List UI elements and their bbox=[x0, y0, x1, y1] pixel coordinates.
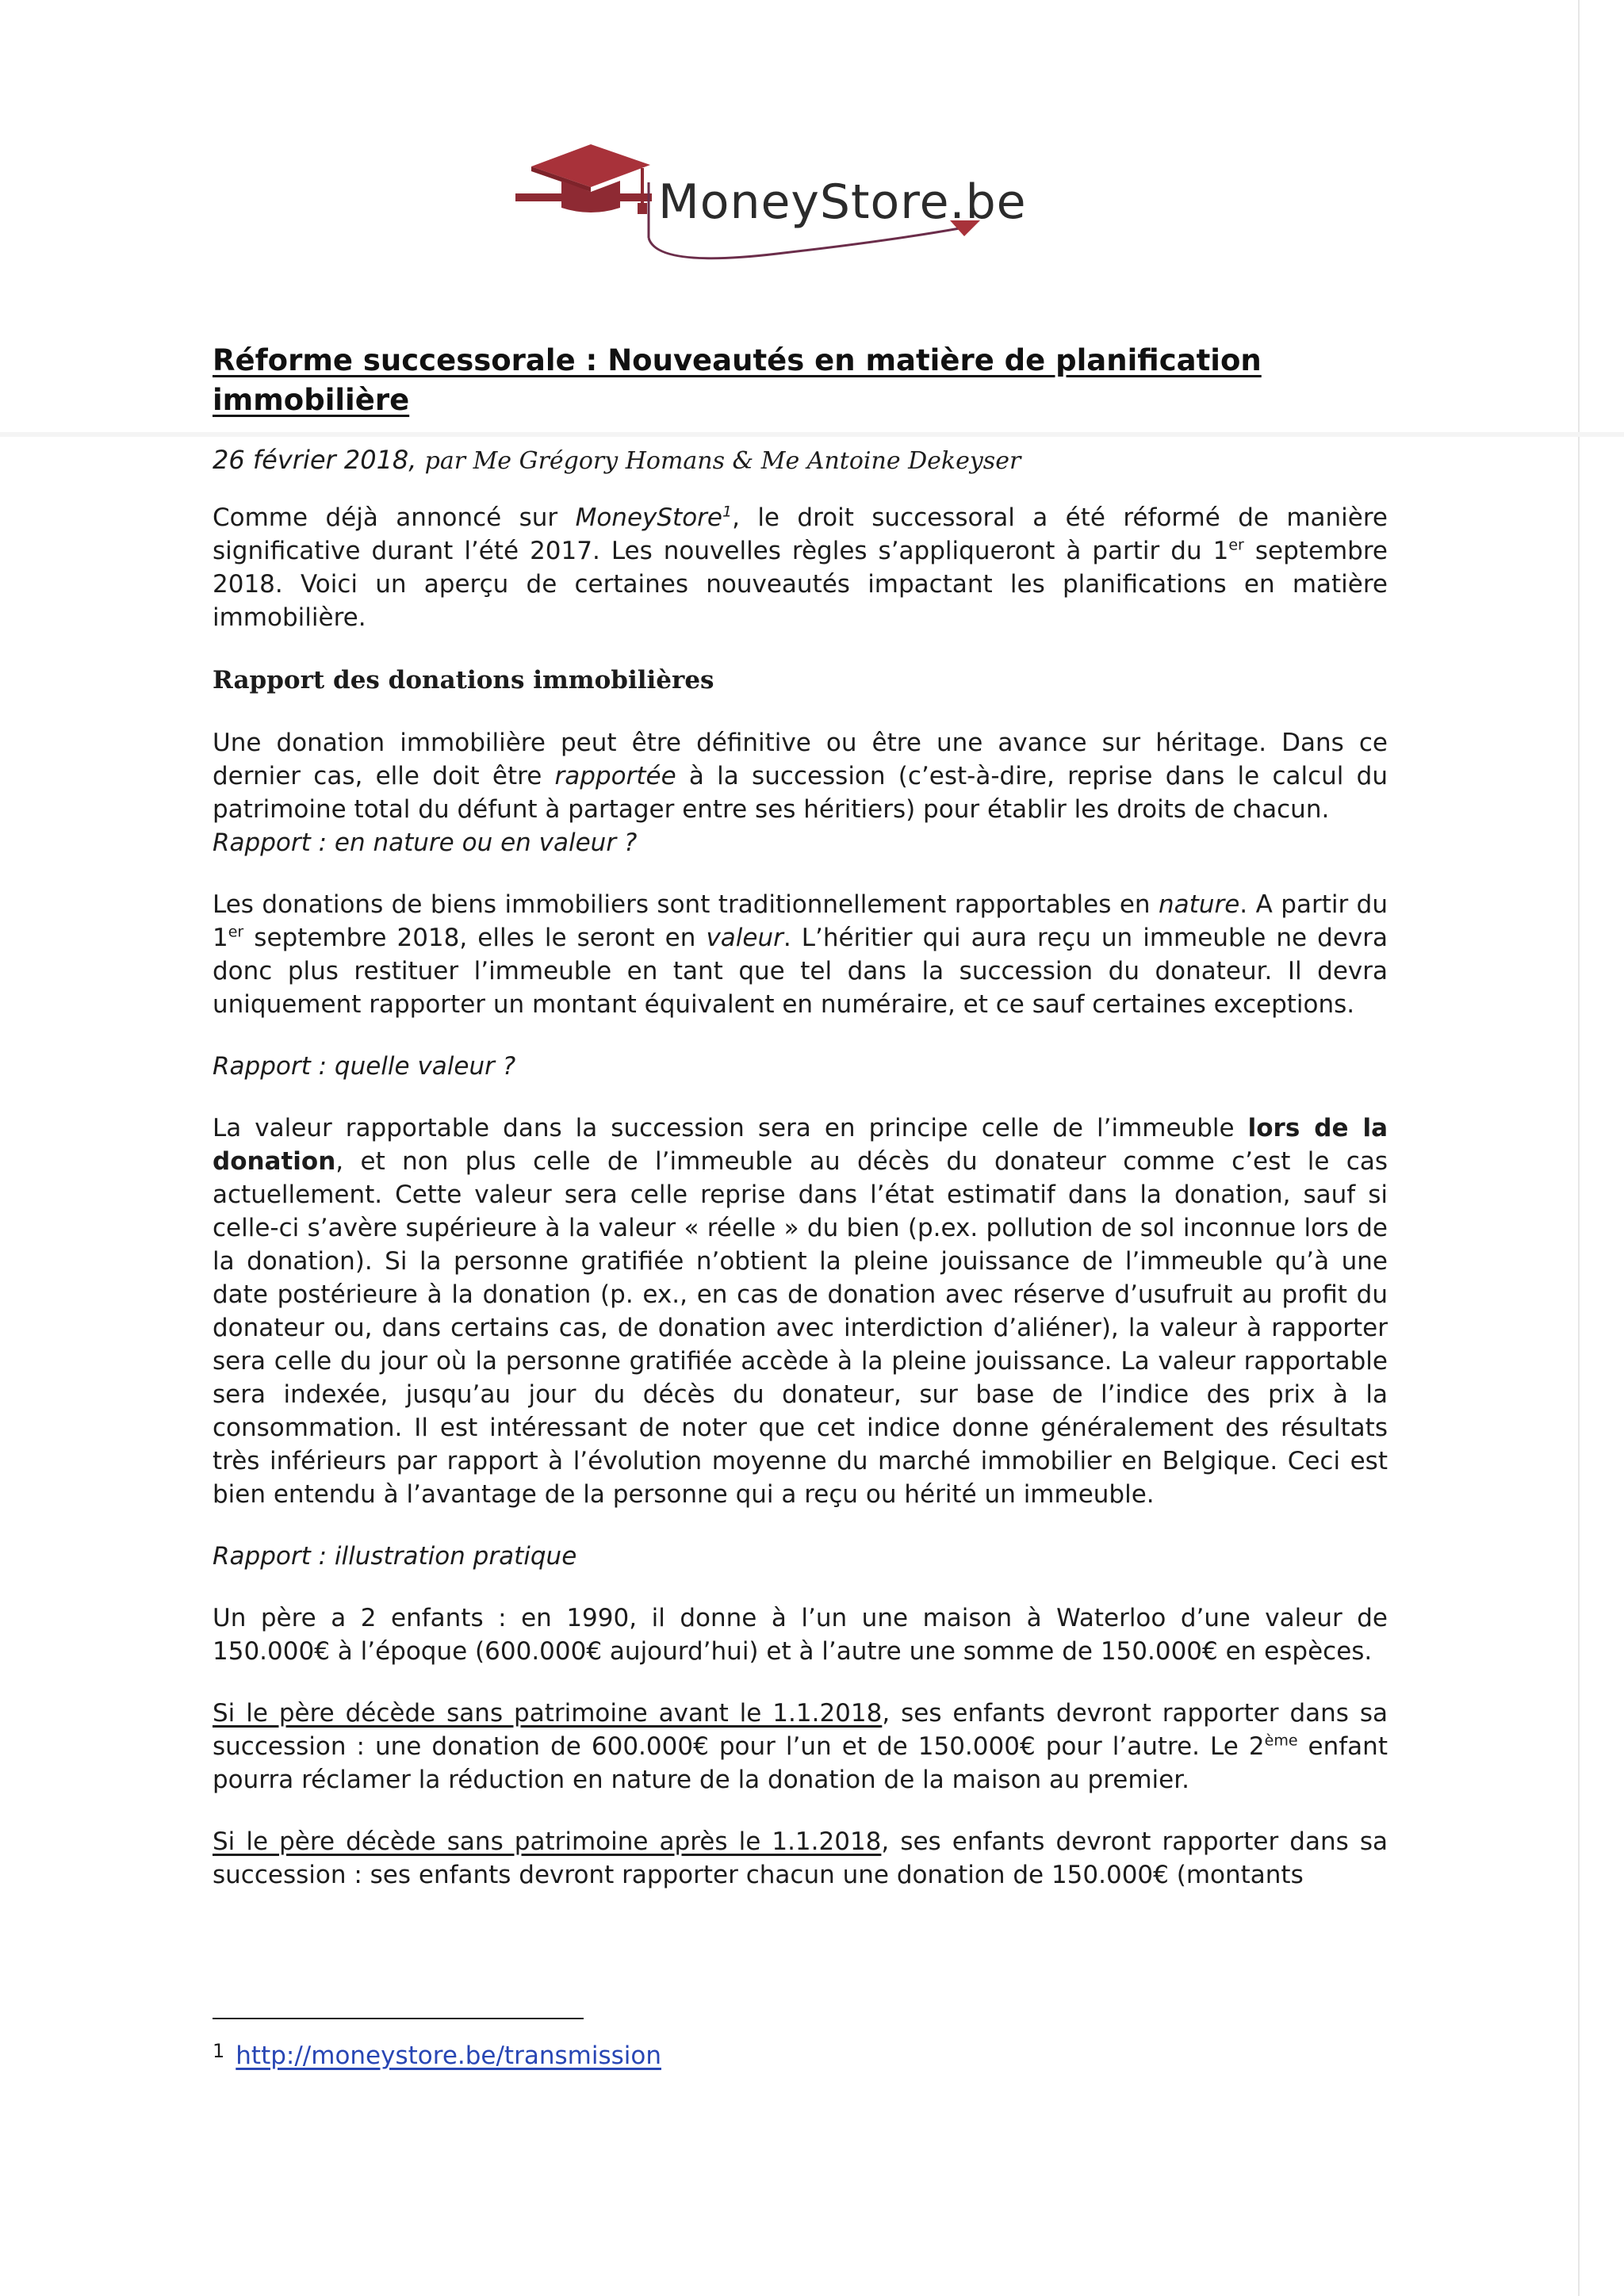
paragraph-example: Un père a 2 enfants : en 1990, il donne à l’un une maison à Waterloo d’une valeur de 150.000€ à l’époque (600.000€ aujourd’hui) et à l’autre une somme de 150.000€ en espèces. bbox=[213, 1604, 1388, 1666]
footnote-ref: 1 bbox=[722, 503, 733, 521]
p2-emphasis-valeur: valeur bbox=[706, 924, 783, 952]
p2-text-4: . L’héritier qui aura reçu un immeuble ne devra donc plus restituer l’immeuble en tant que tel dans la succession du donateur. Il devra uniquement rapporter un montant équivalent en numéraire, et ce sauf certaines exceptions. bbox=[213, 924, 1388, 1019]
ordinal-sup: er bbox=[228, 923, 244, 941]
p1-text-2: à la succession (c’est-à-dire, reprise dans le calcul du patrimoine total du défunt à partager entre ses héritiers) pour établir les droits de chacun. bbox=[213, 762, 1388, 824]
p3-strong: lors de la donation bbox=[213, 1114, 1388, 1176]
p2-emphasis-nature: nature bbox=[1159, 890, 1240, 919]
intro-text-1: Comme déjà annoncé sur bbox=[213, 503, 576, 532]
ordinal-sup: er bbox=[1228, 536, 1244, 554]
logo-text: MoneyStore.be bbox=[658, 174, 1027, 230]
p2-text-1: Les donations de biens immobiliers sont traditionnellement rapportables en bbox=[213, 890, 1159, 919]
article-body bbox=[213, 341, 1388, 1892]
paragraph-after-2018 bbox=[213, 1825, 1388, 1892]
intro-text-2: , le droit successoral a été réformé de manière significative durant l’été 2017. Les nouvelles règles s’appliqueront à partir du 1 bbox=[213, 503, 1388, 565]
p6-underlined: Si le père décède sans patrimoine après le 1.1.2018 bbox=[213, 1827, 882, 1856]
article-authors: par Me Grégory Homans & Me Antoine Dekeyser bbox=[424, 447, 1021, 475]
ordinal-sup: ème bbox=[1264, 1732, 1298, 1750]
article-byline bbox=[213, 442, 1388, 479]
footnote bbox=[213, 2034, 661, 2072]
p2-text-3: septembre 2018, elles le seront en bbox=[243, 924, 707, 952]
footnote-divider bbox=[213, 2018, 584, 2019]
subheading-nature-valeur: Rapport : en nature ou en valeur ? bbox=[213, 828, 638, 857]
p5-text-1: , ses enfants devront rapporter dans sa succession : une donation de 600.000€ pour l’un et de 150.000€ pour l’autre. Le 2 bbox=[213, 1699, 1388, 1761]
footnote-link[interactable]: http://moneystore.be/transmission bbox=[236, 2042, 661, 2070]
p2-text-2: . A partir du 1 bbox=[213, 890, 1388, 952]
paragraph-before-2018 bbox=[213, 1697, 1388, 1797]
paragraph-quelle-valeur bbox=[213, 1112, 1388, 1511]
p3-text-2: , et non plus celle de l’immeuble au décès du donateur comme c’est le cas actuellement. Cette valeur sera celle reprise dans l’état estimatif dans la donation, sauf si celle-ci s’avère supérieure à la valeur « réelle » du bien (p.ex. pollution de sol inconnue lors de la donation). Si la personne gratifiée n’obtient la pleine jouissance de l’immeuble qu’à une date postérieure à la donation (p. ex., en cas de donation avec réserve d’usufruit au profit du donateur ou, dans certains cas, de donation avec interdiction d’aliéner), la valeur à rapporter sera celle du jour où la personne gratifiée accède à la pleine jouissance. La valeur rapportable sera indexée, jusqu’au jour du décès du donateur, sur base de l’indice des prix à la consommation. Il est intéressant de noter que cet indice donne généralement des résultats très inférieurs par rapport à l’évolution moyenne du marché immobilier en Belgique. Ceci est bien entendu à l’avantage de la personne qui a reçu ou hérité un immeuble. bbox=[213, 1147, 1388, 1509]
p5-text-2: enfant pourra réclamer la réduction en nature de la donation de la maison au premier. bbox=[213, 1732, 1388, 1794]
intro-text-3: septembre 2018. Voici un aperçu de certaines nouveautés impactant les planifications en matière immobilière. bbox=[213, 537, 1388, 632]
p3-text-1: La valeur rapportable dans la succession sera en principe celle de l’immeuble bbox=[213, 1114, 1248, 1142]
section-heading: Rapport des donations immobilières bbox=[213, 666, 714, 695]
paragraph-donation bbox=[213, 726, 1388, 826]
subheading-illustration: Rapport : illustration pratique bbox=[213, 1542, 577, 1571]
p1-text-1: Une donation immobilière peut être définitive ou être une avance sur héritage. Dans ce dernier cas, elle doit être bbox=[213, 729, 1388, 790]
p6-text-1: , ses enfants devront rapporter dans sa succession : ses enfants devront rapporter chacun une donation de 150.000€ (montants bbox=[213, 1827, 1388, 1889]
paragraph-nature-valeur bbox=[213, 888, 1388, 1021]
moneystore-logo bbox=[515, 135, 1086, 277]
scan-edge bbox=[1578, 0, 1580, 2296]
footnote-number: 1 bbox=[213, 2040, 225, 2062]
article-title: Réforme successorale : Nouveautés en matière de planification immobilière bbox=[213, 343, 1262, 417]
intro-site-name: MoneyStore bbox=[575, 503, 722, 532]
subheading-quelle-valeur: Rapport : quelle valeur ? bbox=[213, 1052, 516, 1081]
p5-underlined: Si le père décède sans patrimoine avant le 1.1.2018 bbox=[213, 1699, 883, 1728]
p1-emphasis: rapportée bbox=[554, 762, 676, 790]
article-date: 26 février 2018, bbox=[213, 445, 417, 475]
intro-paragraph bbox=[213, 501, 1388, 634]
